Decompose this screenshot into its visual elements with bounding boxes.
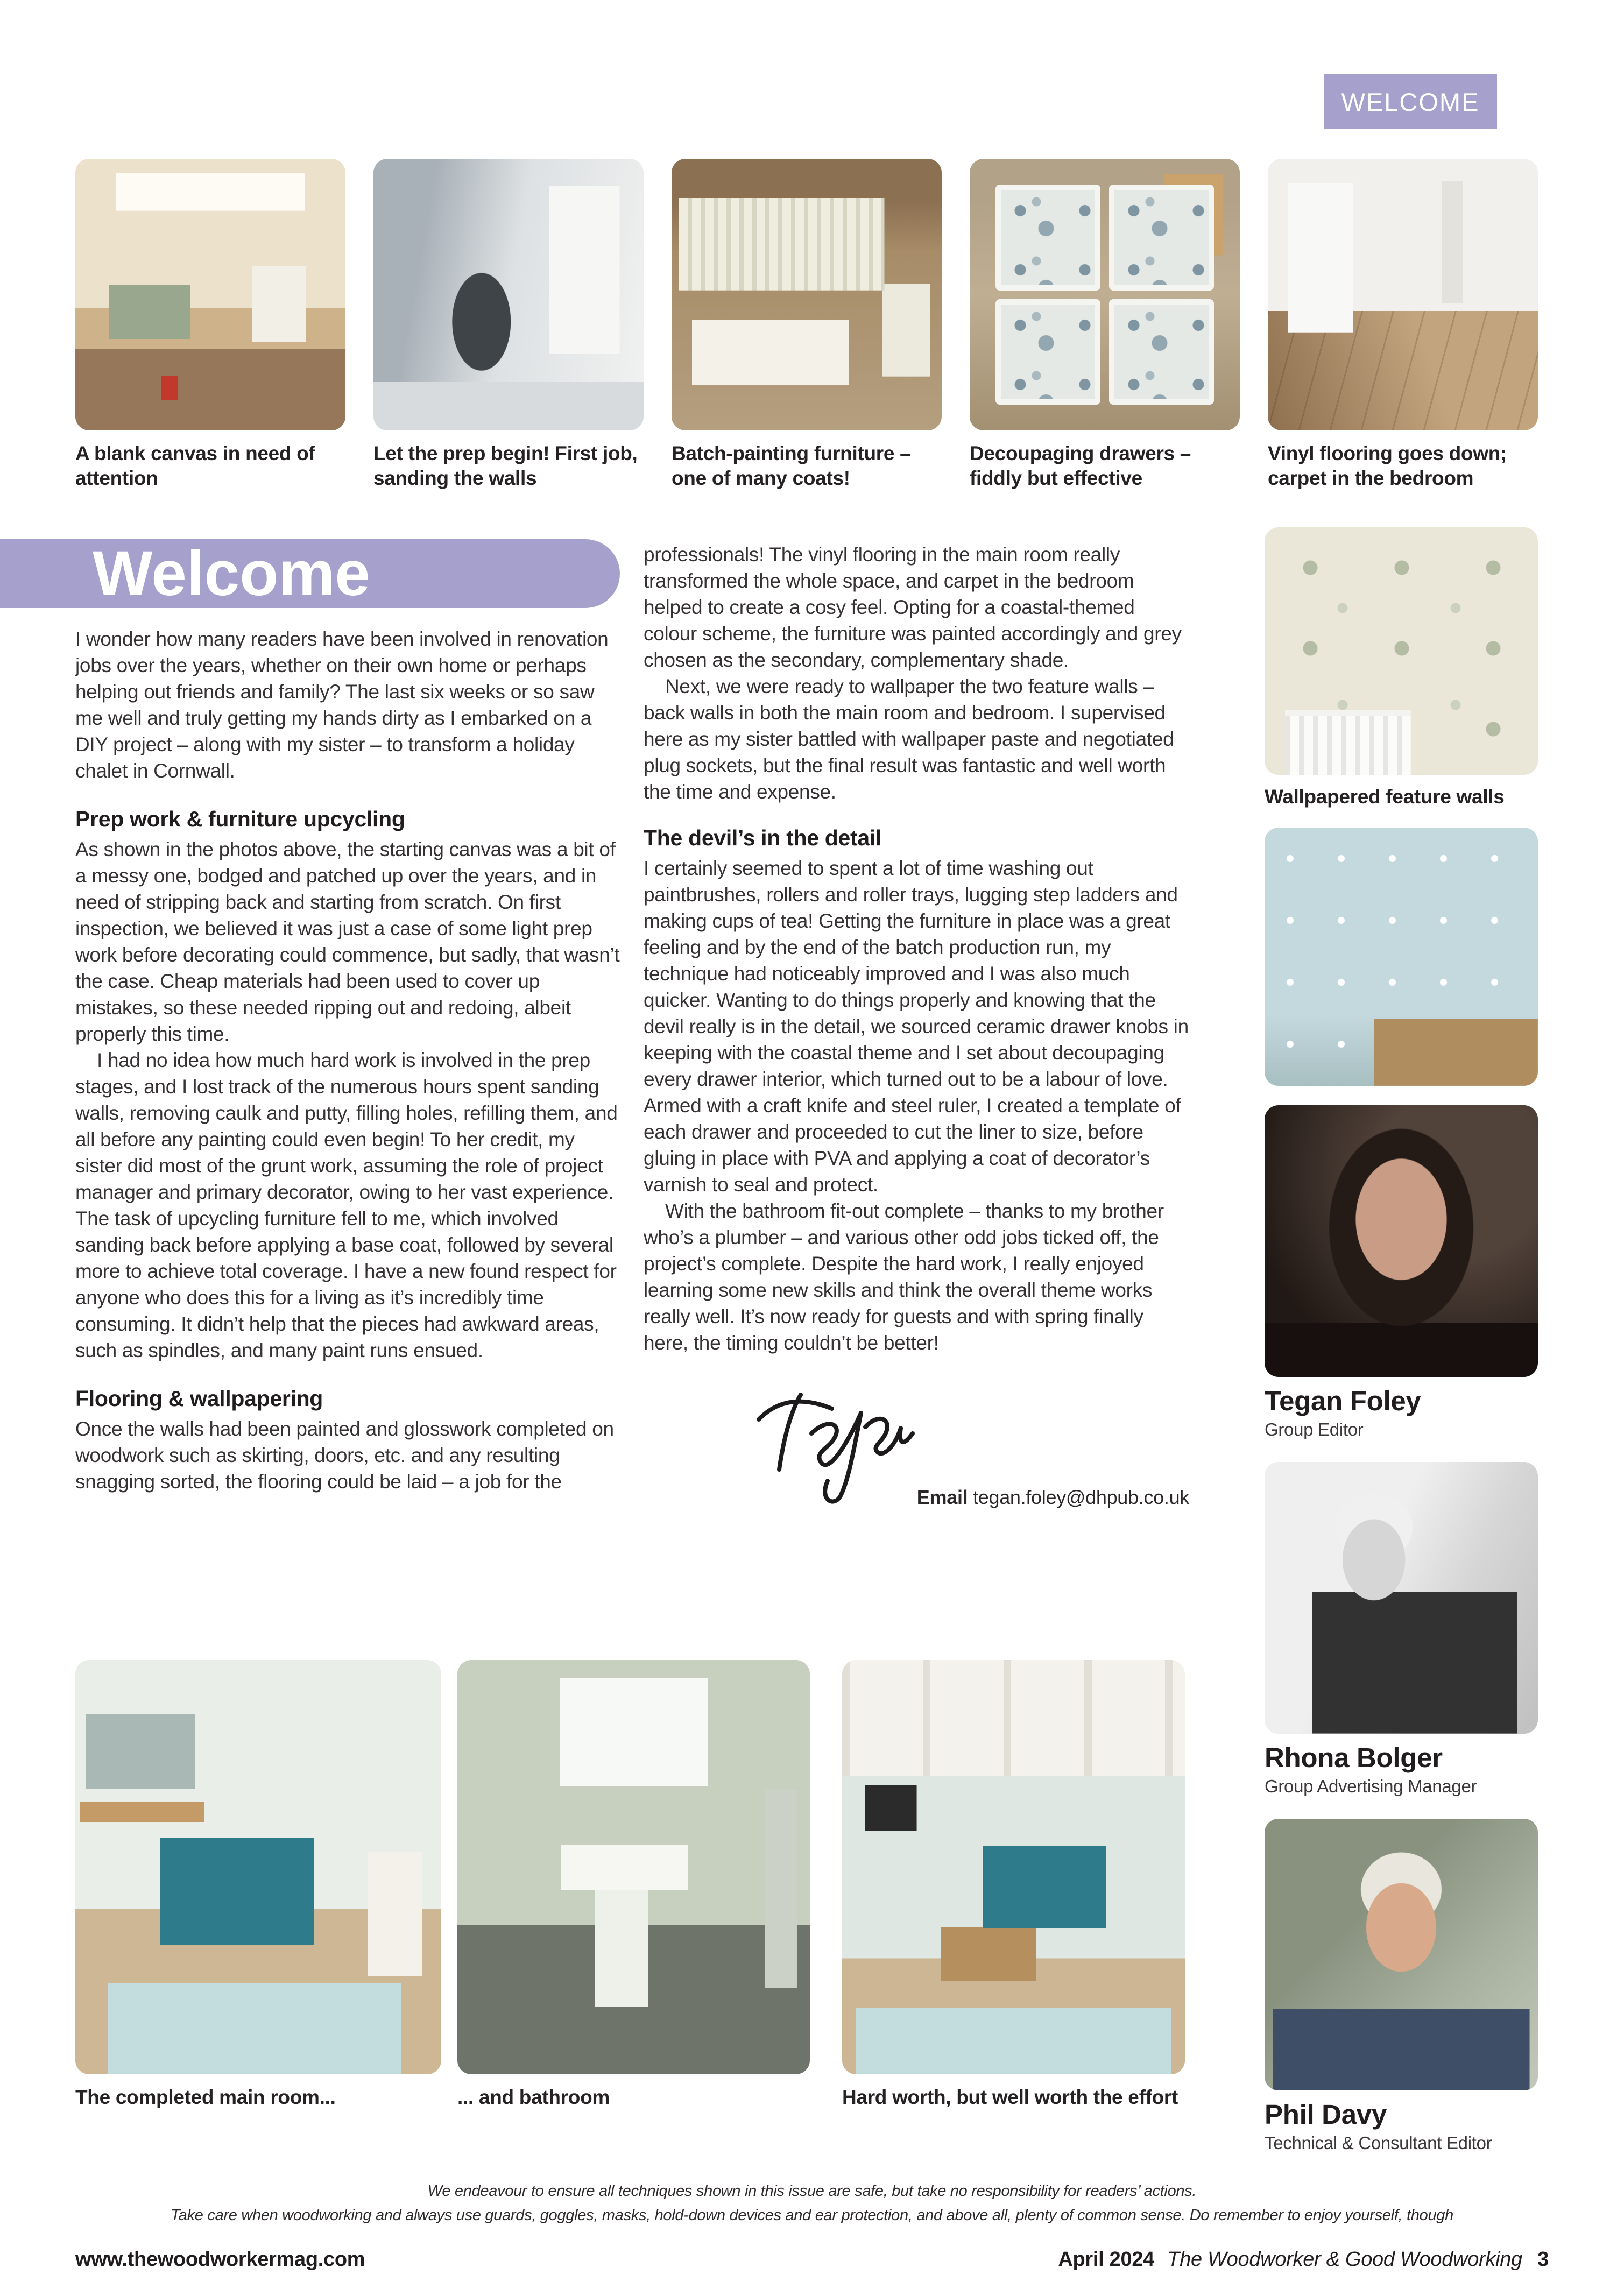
email-address: tegan.foley@dhpub.co.uk <box>973 1486 1189 1509</box>
photo-bathroom <box>457 1660 810 2074</box>
staff-name: Rhona Bolger <box>1265 1742 1443 1773</box>
footer-issue-info <box>1058 2248 1549 2271</box>
article-paragraph: With the bathroom fit-out complete – thanks to my brother who’s a plumber – and various other odd jobs ticked off, the project’s complete. Despite the hard work, I really enjoyed learning some new skills and think the overall theme works really well. It’s now ready for guests and with spring finally here, the timing couldn’t be better! <box>644 1200 1164 1354</box>
article-column-middle <box>644 541 1189 1509</box>
bottom-photo-strip <box>75 1660 1185 2110</box>
safety-disclaimer <box>0 2179 1624 2228</box>
section-heading-prep-work: Prep work & furniture upcycling <box>75 807 405 831</box>
article-column-left <box>75 626 626 1495</box>
article-paragraph: I certainly seemed to spent a lot of time washing out paintbrushes, rollers and roller trays, lugging step ladders and making cups of tea! Getting the furniture in place was a great feeling and by the end of the batch production run, my technique had noticeably improved and I was also much quicker. Wanting to do things properly and knowing that the devil really is in the detail, we sourced ceramic drawer knobs in keeping with the coastal theme and I set about decoupaging every drawer interior, which turned out to be a labour of love. Armed with a craft knife and steel ruler, I created a template of each drawer and proceeded to cut the liner to size, before gluing in place with PVA and applying a coat of decorator’s varnish to seal and protect. <box>644 857 1189 1196</box>
photo-sanding-walls <box>373 159 644 430</box>
section-heading-flooring-wallpapering: Flooring & wallpapering <box>75 1386 323 1411</box>
staff-name: Tegan Foley <box>1265 1386 1421 1416</box>
staff-role: Technical & Consultant Editor <box>1265 2133 1492 2153</box>
photo-completed-main-room <box>75 1660 441 2074</box>
staff-role: Group Editor <box>1265 1419 1364 1439</box>
sidebar-column <box>1265 527 1538 2154</box>
contact-email-line <box>644 1486 1189 1509</box>
photo-caption: Hard worth, but well worth the effort <box>842 2086 1178 2108</box>
article-paragraph: professionals! The vinyl flooring in the main room really transformed the whole space, and carpet in the bedroom helped to create a cosy feel. Opting for a coastal-themed colour scheme, the furniture was painted accordingly and grey chosen as the secondary, complementary shade. <box>644 543 1182 671</box>
portrait-tegan-foley <box>1265 1105 1538 1377</box>
bottom-photo-cell <box>457 1660 810 2110</box>
photo-main-room-second-view <box>842 1660 1185 2074</box>
photo-caption: Decoupaging drawers – fiddly but effective <box>970 442 1191 489</box>
photo-caption: Let the prep begin! First job, sanding the walls <box>373 442 638 489</box>
photo-caption: A blank canvas in need of attention <box>75 442 315 489</box>
magazine-title: The Woodworker & Good Woodworking <box>1167 2248 1522 2271</box>
top-photo-cell <box>373 159 644 491</box>
drawer-panel <box>995 185 1100 291</box>
photo-blue-wallpaper-room <box>1265 828 1538 1086</box>
top-photo-cell <box>1268 159 1538 491</box>
drawer-panel <box>1109 185 1214 291</box>
staff-role: Group Advertising Manager <box>1265 1776 1477 1796</box>
drawer-panel <box>1109 299 1214 405</box>
bottom-photo-cell <box>75 1660 441 2110</box>
page-title: Welcome <box>93 538 370 609</box>
page-number: 3 <box>1537 2248 1549 2271</box>
article-intro: I wonder how many readers have been involved in renovation jobs over the years, whether on their own home or perhaps helping out friends and family? The last six weeks or so saw me well and truly getting my hands dirty as I embarked on a DIY project – along with my sister – to transform a holiday chalet in Cornwall. <box>75 628 609 782</box>
photo-batch-painting-furniture <box>672 159 942 430</box>
photo-floral-wallpaper <box>1265 527 1538 775</box>
top-photo-cell <box>75 159 345 491</box>
portrait-rhona-bolger <box>1265 1462 1538 1734</box>
email-label: Email <box>916 1486 968 1509</box>
photo-caption: The completed main room... <box>75 2086 336 2108</box>
disclaimer-line: We endeavour to ensure all techniques shown in this issue are safe, but take no responsibility for readers’ actions. <box>427 2182 1197 2200</box>
top-photo-cell <box>672 159 942 491</box>
staff-name: Phil Davy <box>1265 2099 1387 2130</box>
photo-caption: ... and bathroom <box>457 2086 610 2108</box>
article-paragraph: I had no idea how much hard work is involved in the prep stages, and I lost track of the numerous hours spent sanding walls, removing caulk and putty, filling holes, refilling them, and all before any painting could even begin! To her credit, my sister did most of the grunt work, assuming the role of project manager and primary decorator, owing to her vast experience. The task of upcycling furniture fell to me, which involved sanding back before applying a base coat, followed by several more to achieve total coverage. I have a new found respect for anyone who does this for a living as it’s incredibly time consuming. It didn’t help that the pieces had awkward areas, such as spindles, and many paint runs ensued. <box>75 1049 618 1362</box>
welcome-section-badge: WELCOME <box>1324 74 1497 129</box>
issue-date: April 2024 <box>1058 2248 1155 2271</box>
article-paragraph: As shown in the photos above, the starting canvas was a bit of a messy one, bodged and patched up over the years, and in need of stripping back and starting from scratch. On first inspection, we believed it was just a case of some light prep work before decorating could commence, but sadly, that wasn’t the case. Cheap materials had been used to cover up mistakes, so these needed ripping out and redoing, albeit properly this time. <box>75 838 620 1045</box>
photo-decoupaged-drawers <box>970 159 1240 430</box>
photo-vinyl-flooring-hallway <box>1268 159 1538 430</box>
page-footer <box>75 2248 1549 2271</box>
disclaimer-line: Take care when woodworking and always use guards, goggles, masks, hold-down devices and ear protection, and above all, plenty of common sense. Do remember to enjoy yourself, though <box>171 2207 1453 2224</box>
website-url: www.thewoodworkermag.com <box>75 2248 365 2271</box>
photo-caption: Batch-painting furniture – one of many coats! <box>672 442 911 489</box>
photo-caption: Wallpapered feature walls <box>1265 786 1505 808</box>
top-photo-cell <box>970 159 1240 491</box>
top-photo-strip <box>75 159 1538 491</box>
portrait-phil-davy <box>1265 1819 1538 2090</box>
welcome-banner <box>0 539 620 608</box>
article-paragraph: Once the walls had been painted and glosswork completed on woodwork such as skirting, doors, etc. and any resulting snagging sorted, the flooring could be laid – a job for the <box>75 1418 614 1493</box>
section-heading-devil-in-detail: The devil’s in the detail <box>644 825 882 850</box>
bottom-photo-cell <box>842 1660 1185 2110</box>
article-paragraph: Next, we were ready to wallpaper the two feature walls – back walls in both the main room and bedroom. I supervised here as my sister battled with wallpaper paste and negotiated plug sockets, but the final result was fantastic and well worth the time and expense. <box>644 675 1174 803</box>
drawer-panel <box>995 299 1100 405</box>
photo-blank-canvas-room <box>75 159 345 430</box>
photo-caption: Vinyl flooring goes down; carpet in the bedroom <box>1268 442 1507 489</box>
